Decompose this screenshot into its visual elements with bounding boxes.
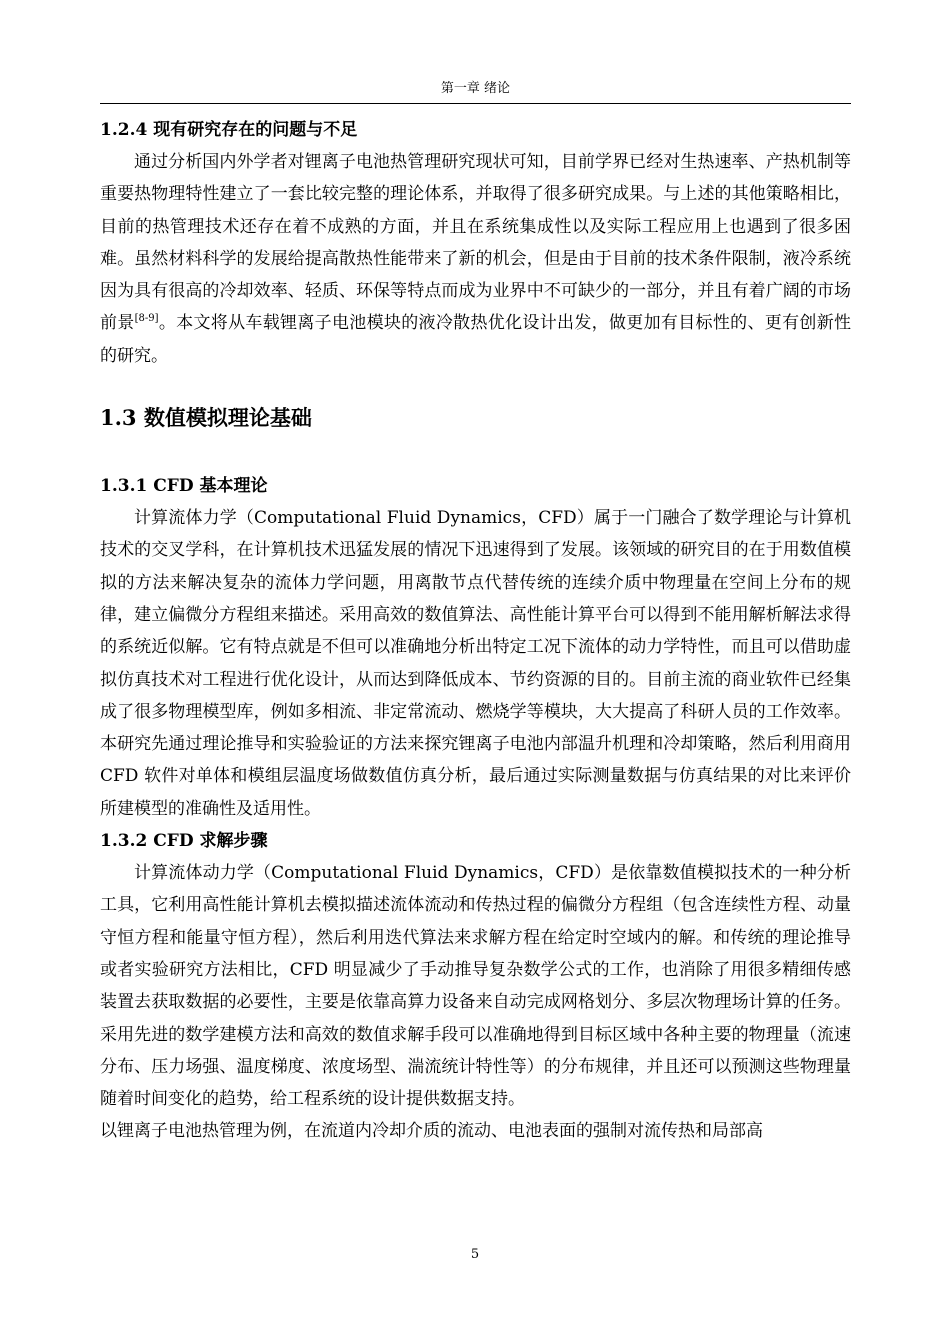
paragraph-1-2-4-text: 通过分析国内外学者对锂离子电池热管理研究现状可知，目前学界已经对生热速率、产热机制等重要热物理特性建立了一套比较完整的理论体系，并取得了很多研究成果。与上述的其他策略相比，目前的热管理技术还存在着不成熟的方面，并且在系统集成性以及实际工程应用上也遇到了很多困难。虽然材料科学的发展给提高散热性能带来了新的机会，但是由于目前的技术条件限制，液冷系统因为具有很高的冷却效率、轻质、环保等特点而成为业界中不可缺少的一部分，并且有着广阔的市场前景 — [100, 152, 851, 334]
running-header-chapter: 第一章 绪论 — [440, 81, 511, 96]
header-divider — [100, 103, 851, 104]
heading-1-3: 1.3 数值模拟理论基础 — [100, 405, 312, 431]
citation-8-9: [8-9] — [134, 313, 159, 325]
paragraph-1-3-1: 计算流体力学（Computational Fluid Dynamics，CFD）属于一门融合了数学理论与计算机技术的交叉学科，在计算机技术迅猛发展的情况下迅速得到了发展。该领域的研究目的在于用数值模拟的方法来解决复杂的流体力学问题，用离散节点代替传统的连续介质中物理量在空间上分布的规律，建立偏微分方程组来描述。采用高效的数值算法、高性能计算平台可以得到不能用解析解法求得的系统近似解。它有特点就是不但可以准确地分析出特定工况下流体的动力学特性，而且可以借助虚拟仿真技术对工程进行优化设计，从而达到降低成本、节约资源的目的。目前主流的商业软件已经集成了很多物理模型库，例如多相流、非定常流动、燃烧学等模块，大大提高了科研人员的工作效率。本研究先通过理论推导和实验验证的方法来探究锂离子电池内部温升机理和冷却策略，然后利用商用 CFD 软件对单体和模组层温度场做数值仿真分析，最后通过实际测量数据与仿真结果的对比来评价所建模型的准确性及适用性。 — [100, 508, 851, 819]
page-content — [100, 114, 851, 1148]
paragraph-1-3-2-continued: 以锂离子电池热管理为例，在流道内冷却介质的流动、电池表面的强制对流传热和局部高 — [100, 1121, 763, 1142]
paragraph-1-2-4 — [100, 146, 851, 372]
paragraph-1-3-2: 计算流体动力学（Computational Fluid Dynamics，CFD）是依靠数值模拟技术的一种分析工具，它利用高性能计算机去模拟描述流体流动和传热过程的偏微分方程组（包含连续性方程、动量守恒方程和能量守恒方程），然后利用迭代算法来求解方程在给定时空域内的解。和传统的理论推导或者实验研究方法相比，CFD 明显减少了手动推导复杂数学公式的工作，也消除了用很多精细传感装置去获取数据的必要性，主要是依靠高算力设备来自动完成网格划分、多层次物理场计算的任务。采用先进的数学建模方法和高效的数值求解手段可以准确地得到目标区域中各种主要的物理量（流速分布、压力场强、温度梯度、浓度场型、湍流统计特性等）的分布规律，并且还可以预测这些物理量随着时间变化的趋势，给工程系统的设计提供数据支持。 — [100, 863, 851, 1110]
heading-1-3-1: 1.3.1 CFD 基本理论 — [100, 476, 268, 497]
heading-1-2-4: 1.2.4 现有研究存在的问题与不足 — [100, 120, 358, 140]
heading-1-3-2: 1.3.2 CFD 求解步骤 — [100, 831, 268, 852]
page-number: 5 — [470, 1247, 480, 1262]
paragraph-1-2-4-tail: 。本文将从车载锂离子电池模块的液冷散热优化设计出发，做更加有目标性的、更有创新性的研究。 — [100, 313, 851, 366]
